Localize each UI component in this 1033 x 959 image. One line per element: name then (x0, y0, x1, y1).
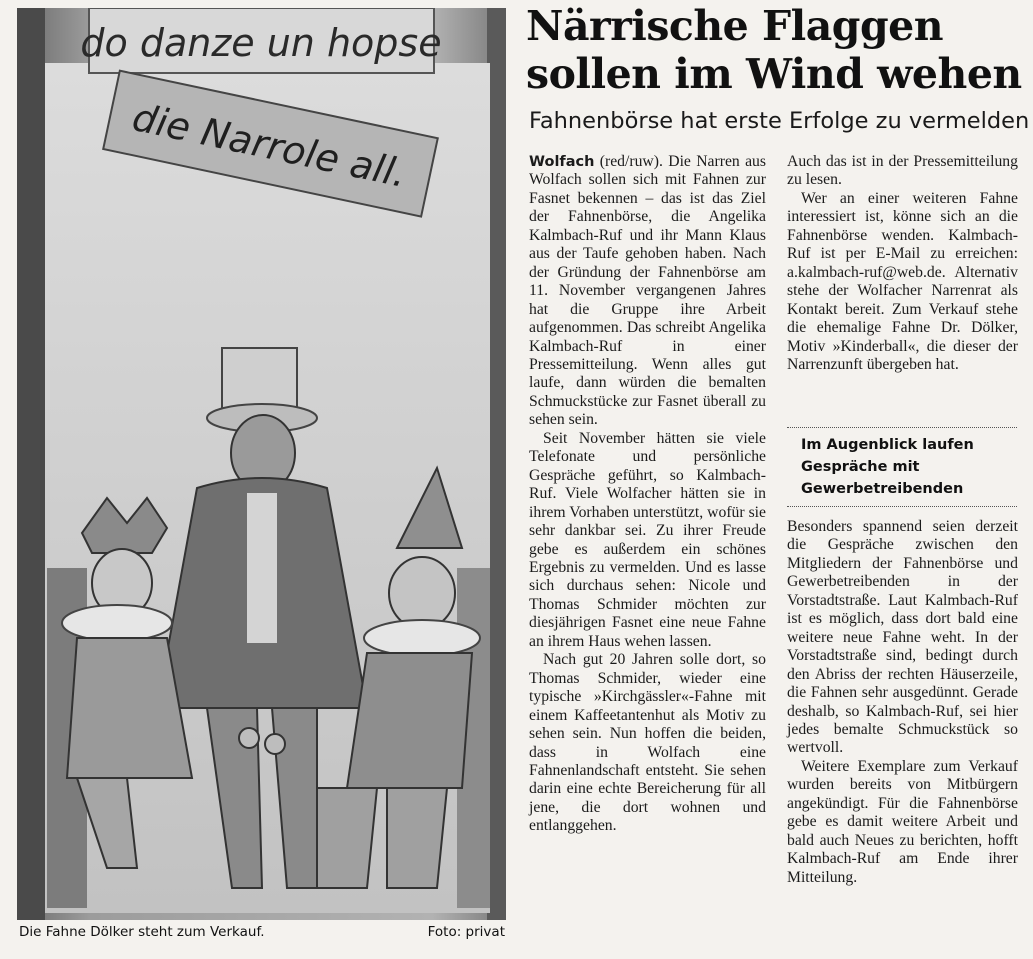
photo-credit: Foto: privat (427, 924, 505, 940)
paragraph: Weitere Exemplare zum Verkauf wurden bereits von Mitbürgern angekündigt. Für die Fahnenbörse gebe es damit weitere Arbeit und bald auch Neues zu berichten, hofft Kalmbach-Ruf am Ende ihrer Mitteilung. (787, 757, 1018, 886)
flag-illustration (17, 8, 506, 920)
article-column-2 (787, 153, 1018, 374)
paragraph: Nach gut 20 Jahren solle dort, so Thomas Schmider, wieder eine typische »Kirchgässler«-Fahne mit einem Kaffeetantenhut als Motiv zu sehen sein. Nun hoffen die beiden, dass in Wolfach eine Fahnenlandschaft entsteht. Sie sehen darin eine echte Bereicherung für all jene, die dort wohnen und entlanggehen. (529, 651, 766, 835)
article-column-1 (529, 153, 766, 836)
paragraph-text: (red/ruw). Die Narren aus Wolfach sollen sich mit Fahnen zur Fasnet bekennen – das ist das Ziel der Fahnenbörse, die Angelika Kalmbach-Ruf und ihr Mann Klaus aus der Taufe gehoben haben. Nach der Gründung der Fahnenbörse am 11. November vergangenen Jahres hat die Gruppe ihre Arbeit aufgenommen. Das schreibt Angelika Kalmbach-Ruf in einer Pressemitteilung. Wenn alles gut laufe, dann würden die bemalten Schmuckstücke zur Fasnet überall zu sehen sein. (529, 153, 766, 429)
headline (526, 2, 1026, 98)
article-column-3 (787, 518, 1018, 887)
headline-line-2: sollen im Wind wehen (526, 50, 1022, 98)
paragraph: Besonders spannend seien derzeit die Gespräche zwischen den Mitgliedern der Fahnenbörse und Gewerbetreibenden in der Vorstadtstraße. Laut Kalmbach-Ruf ist es möglich, dass dort bald eine weitere neue Fahne weht. In der Vorstadtstraße sind, bedingt durch den Abriss der rechten Häuserzeile, die Fahnen sehr ausgedünnt. Gerade deshalb, so Kalmbach-Ruf, sei hier jedes bemalte Schmuckstück so wertvoll. (787, 518, 1018, 757)
banner-text-1: do danze un hopse (80, 21, 442, 65)
caption-text: Die Fahne Dölker steht zum Verkauf. (19, 924, 265, 940)
subheadline: Fahnenbörse hat erste Erfolge zu vermelden (529, 108, 1030, 134)
intertitle: Im Augenblick laufen Gespräche mit Gewerbetreibenden (801, 437, 974, 497)
photo-caption (19, 924, 509, 948)
lead-label: Wolfach (529, 154, 595, 170)
paragraph: Seit November hätten sie viele Telefonate und persönliche Gespräche geführt, so Kalmbach-Ruf. Viele Wolfacher hätten sie in ihrem Vorhaben unterstützt, wofür sie sehr dankbar sei. Zu ihrer Freude gebe es außerdem ein schönes Ergebnis zu vermelden. Und es lasse sich durchaus sehen: Nicole und Thomas Schmider möchten zur diesjährigen Fasnet eine neue Fahne an ihrem Haus wehen lassen. (529, 429, 766, 650)
paragraph-lead (529, 153, 766, 430)
paragraph: Auch das ist in der Pressemitteilung zu lesen. (787, 153, 1018, 189)
banner-text-2: die Narrole all. (128, 94, 411, 196)
headline-line-1: Närrische Flaggen (526, 2, 944, 50)
intertitle-box (787, 427, 1017, 507)
paragraph: Wer an einer weiteren Fahne interessiert ist, könne sich an die Fahnenbörse wenden. Kalmbach-Ruf ist per E-Mail zu erreichen: a.kalmbach-ruf@web.de. Alternativ stehe der Wolfacher Narrenrat als Kontakt bereit. Zum Verkauf stehe die ehemalige Fahne Dr. Dölker, Motiv »Kinderball«, die dieser der Narrenzunft übergeben hat. (787, 189, 1018, 373)
flag-photo (17, 8, 506, 920)
